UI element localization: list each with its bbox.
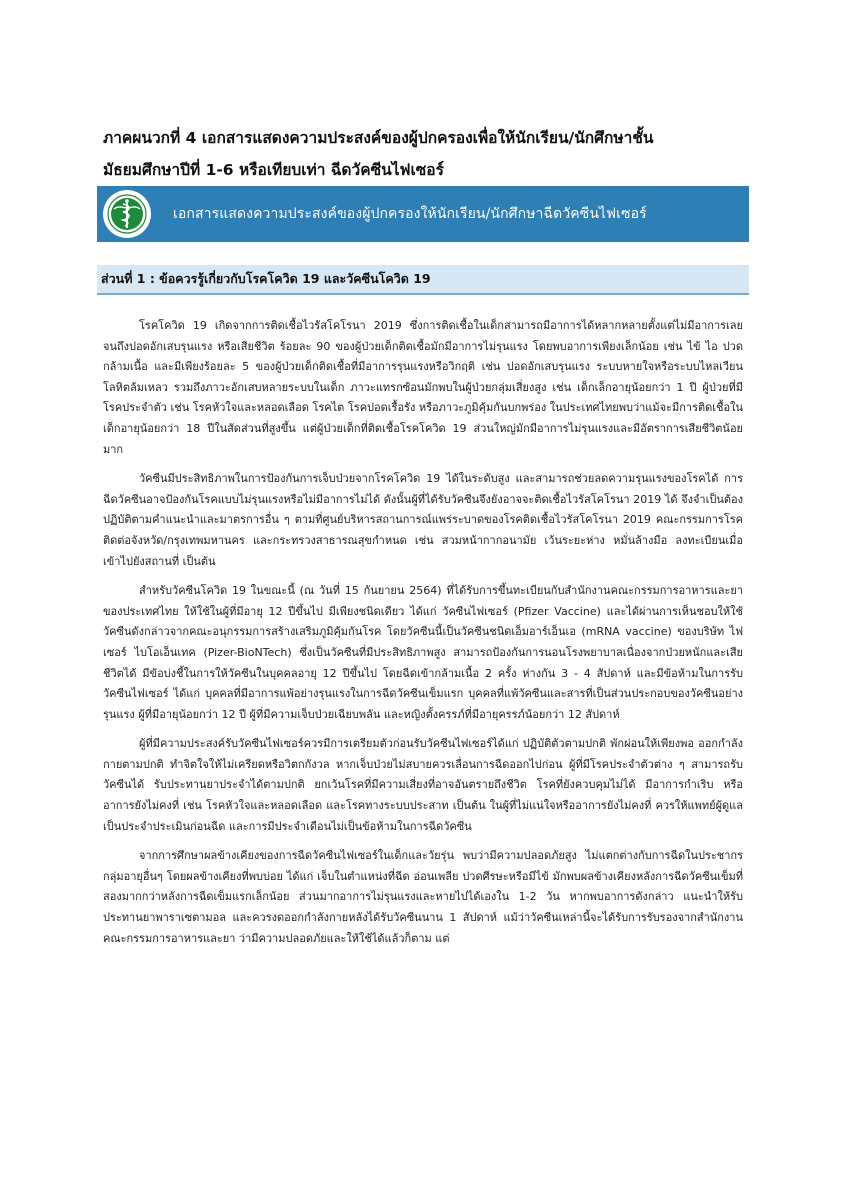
- document-title-line-1: ภาคผนวกที่ 4 เอกสารแสดงความประสงค์ของผู้ปกครองเพื่อให้นักเรียน/นักศึกษาชั้น: [103, 129, 654, 147]
- section-heading: ส่วนที่ 1 : ข้อควรรู้เกี่ยวกับโรคโควิด 19 และวัคซีนโควิด 19: [97, 265, 749, 295]
- document-body: [103, 316, 743, 949]
- paragraph: สำหรับวัคซีนโควิด 19 ในขณะนี้ (ณ วันที่ 15 กันยายน 2564) ที่ได้รับการขึ้นทะเบียนกับสำนักงานคณะกรรมการอาหารและยาของประเทศไทย ให้ใช้ในผู้ที่มีอายุ 12 ปีขึ้นไป มีเพียงชนิดเดียว ได้แก่ วัคซีนไฟเซอร์ (Pfizer Vaccine) และได้ผ่านการเห็นชอบให้ใช้วัคซีนดังกล่าวจากคณะอนุกรรมการสร้างเสริมภูมิคุ้มกันโรค โดยวัคซีนนี้เป็นวัคซีนชนิดเอ็มอาร์เอ็นเอ (mRNA vaccine) ของบริษัท ไฟเซอร์ ไบโอเอ็นเทค (Pizer-BioNTech) ซึ่งเป็นวัคซีนที่มีประสิทธิภาพสูง สามารถป้องกันการนอนโรงพยาบาลเนื่องจากป่วยหนักและเสียชีวิตได้ มีข้อบ่งชี้ในการให้วัคซีนในบุคคลอายุ 12 ปีขึ้นไป โดยฉีดเข้ากล้ามเนื้อ 2 ครั้ง ห่างกัน 3 - 4 สัปดาห์ และมีข้อห้ามในการรับวัคซีนไฟเซอร์ ได้แก่ บุคคลที่มีอาการแพ้อย่างรุนแรงในการฉีดวัคซีนเข็มแรก บุคคลที่แพ้วัคซีนและสารที่เป็นส่วนประกอบของวัคซีนอย่างรุนแรง ผู้ที่มีอายุน้อยกว่า 12 ปี ผู้ที่มีความเจ็บป่วยเฉียบพลัน และหญิงตั้งครรภ์ที่มีอายุครรภ์น้อยกว่า 12 สัปดาห์: [103, 584, 743, 721]
- paragraph: โรคโควิด 19 เกิดจากการติดเชื้อไวรัสโคโรนา 2019 ซึ่งการติดเชื้อในเด็กสามารถมีอาการได้หลากหลายตั้งแต่ไม่มีอาการเลย จนถึงปอดอักเสบรุนแรง หรือเสียชีวิต ร้อยละ 90 ของผู้ป่วยเด็กติดเชื้อมักมีอาการไม่รุนแรง โดยพบอาการเพียงเล็กน้อย เช่น ไข้ ไอ ปวดกล้ามเนื้อ และมีเพียงร้อยละ 5 ของผู้ป่วยเด็กติดเชื้อที่มีอาการรุนแรงหรือวิกฤติ เช่น ปอดอักเสบรุนแรง ระบบหายใจหรือระบบไหลเวียนโลหิตล้มเหลว รวมถึงภาวะอักเสบหลายระบบในเด็ก ภาวะแทรกซ้อนมักพบในผู้ป่วยกลุ่มเสี่ยงสูง เช่น เด็กเล็กอายุน้อยกว่า 1 ปี ผู้ป่วยที่มีโรคประจำตัว เช่น โรคหัวใจและหลอดเลือด โรคไต โรคปอดเรื้อรัง หรือภาวะภูมิคุ้มกันบกพร่อง ในประเทศไทยพบว่าแม้จะมีการติดเชื้อในเด็กอายุน้อยกว่า 18 ปีในสัดส่วนที่สูงขึ้น แต่ผู้ป่วยเด็กที่ติดเชื้อโรคโควิด 19 ส่วนใหญ่มักมีอาการไม่รุนแรงและมีอัตราการเสียชีวิตน้อยมาก: [103, 319, 743, 456]
- paragraph: วัคซีนมีประสิทธิภาพในการป้องกันการเจ็บป่วยจากโรคโควิด 19 ได้ในระดับสูง และสามารถช่วยลดความรุนแรงของโรคได้ การฉีดวัคซีนอาจป้องกันโรคแบบไม่รุนแรงหรือไม่มีอาการไม่ได้ ดังนั้นผู้ที่ได้รับวัคซีนจึงยังอาจจะติดเชื้อไวรัสโคโรนา 2019 ได้ จึงจำเป็นต้องปฏิบัติตามคำแนะนำและมาตรการอื่น ๆ ตามที่ศูนย์บริหารสถานการณ์แพร่ระบาดของโรคติดเชื้อไวรัสโคโรนา 2019 คณะกรรมการโรคติดต่อจังหวัด/กรุงเทพมหานคร และกระทรวงสาธารณสุขกำหนด เช่น สวมหน้ากากอนามัย เว้นระยะห่าง หมั่นล้างมือ ลงทะเบียนเมื่อเข้าไปยังสถานที่ เป็นต้น: [103, 472, 743, 568]
- banner-title: เอกสารแสดงความประสงค์ของผู้ปกครองให้นักเรียน/นักศึกษาฉีดวัคซีนไฟเซอร์: [173, 206, 647, 222]
- ministry-seal-icon: [101, 188, 153, 240]
- paragraph: ผู้ที่มีความประสงค์รับวัคซีนไฟเซอร์ควรมีการเตรียมตัวก่อนรับวัคซีนไฟเซอร์ได้แก่ ปฏิบัติตัวตามปกติ พักผ่อนให้เพียงพอ ออกกำลังกายตามปกติ ทำจิตใจให้ไม่เครียดหรือวิตกกังวล หากเจ็บป่วยไม่สบายควรเลื่อนการฉีดออกไปก่อน ผู้ที่มีโรคประจำตัวต่าง ๆ สามารถรับวัคซีนได้ รับประทานยาประจำได้ตามปกติ ยกเว้นโรคที่มีความเสี่ยงที่อาจอันตรายถึงชีวิต โรคที่ยังควบคุมไม่ได้ มีอาการกำเริบ หรืออาการยังไม่คงที่ เช่น โรคหัวใจและหลอดเลือด และโรคทางระบบประสาท เป็นต้น ในผู้ที่ไม่แน่ใจหรืออาการยังไม่คงที่ ควรให้แพทย์ผู้ดูแลเป็นประจำประเมินก่อนฉีด และการมีประจำเดือนไม่เป็นข้อห้ามในการฉีดวัคซีน: [103, 737, 743, 833]
- document-title-line-2: มัธยมศึกษาปีที่ 1-6 หรือเทียบเท่า ฉีดวัคซีนไฟเซอร์: [103, 161, 444, 179]
- document-title: [103, 122, 743, 186]
- paragraph: จากการศึกษาผลข้างเคียงของการฉีดวัคซีนไฟเซอร์ในเด็กและวัยรุ่น พบว่ามีความปลอดภัยสูง ไม่แตกต่างกับการฉีดในประชากรกลุ่มอายุอื่นๆ โดยผลข้างเคียงที่พบบ่อย ได้แก่ เจ็บในตำแหน่งที่ฉีด อ่อนเพลีย ปวดศีรษะหรือมีไข้ มักพบผลข้างเคียงหลังการฉีดวัคซีนเข็มที่สองมากกว่าหลังการฉีดเข็มแรกเล็กน้อย ส่วนมากอาการไม่รุนแรงและหายไปได้เองใน 1-2 วัน หากพบอาการดังกล่าว แนะนำให้รับประทานยาพาราเซตามอล และควรงดออกกำลังกายหลังได้รับวัคซีนนาน 1 สัปดาห์ แม้ว่าวัคซีนเหล่านี้จะได้รับการรับรองจากสำนักงานคณะกรรมการอาหารและยา ว่ามีความปลอดภัยและให้ใช้ได้แล้วก็ตาม แต่: [103, 849, 743, 945]
- header-banner: [97, 186, 749, 242]
